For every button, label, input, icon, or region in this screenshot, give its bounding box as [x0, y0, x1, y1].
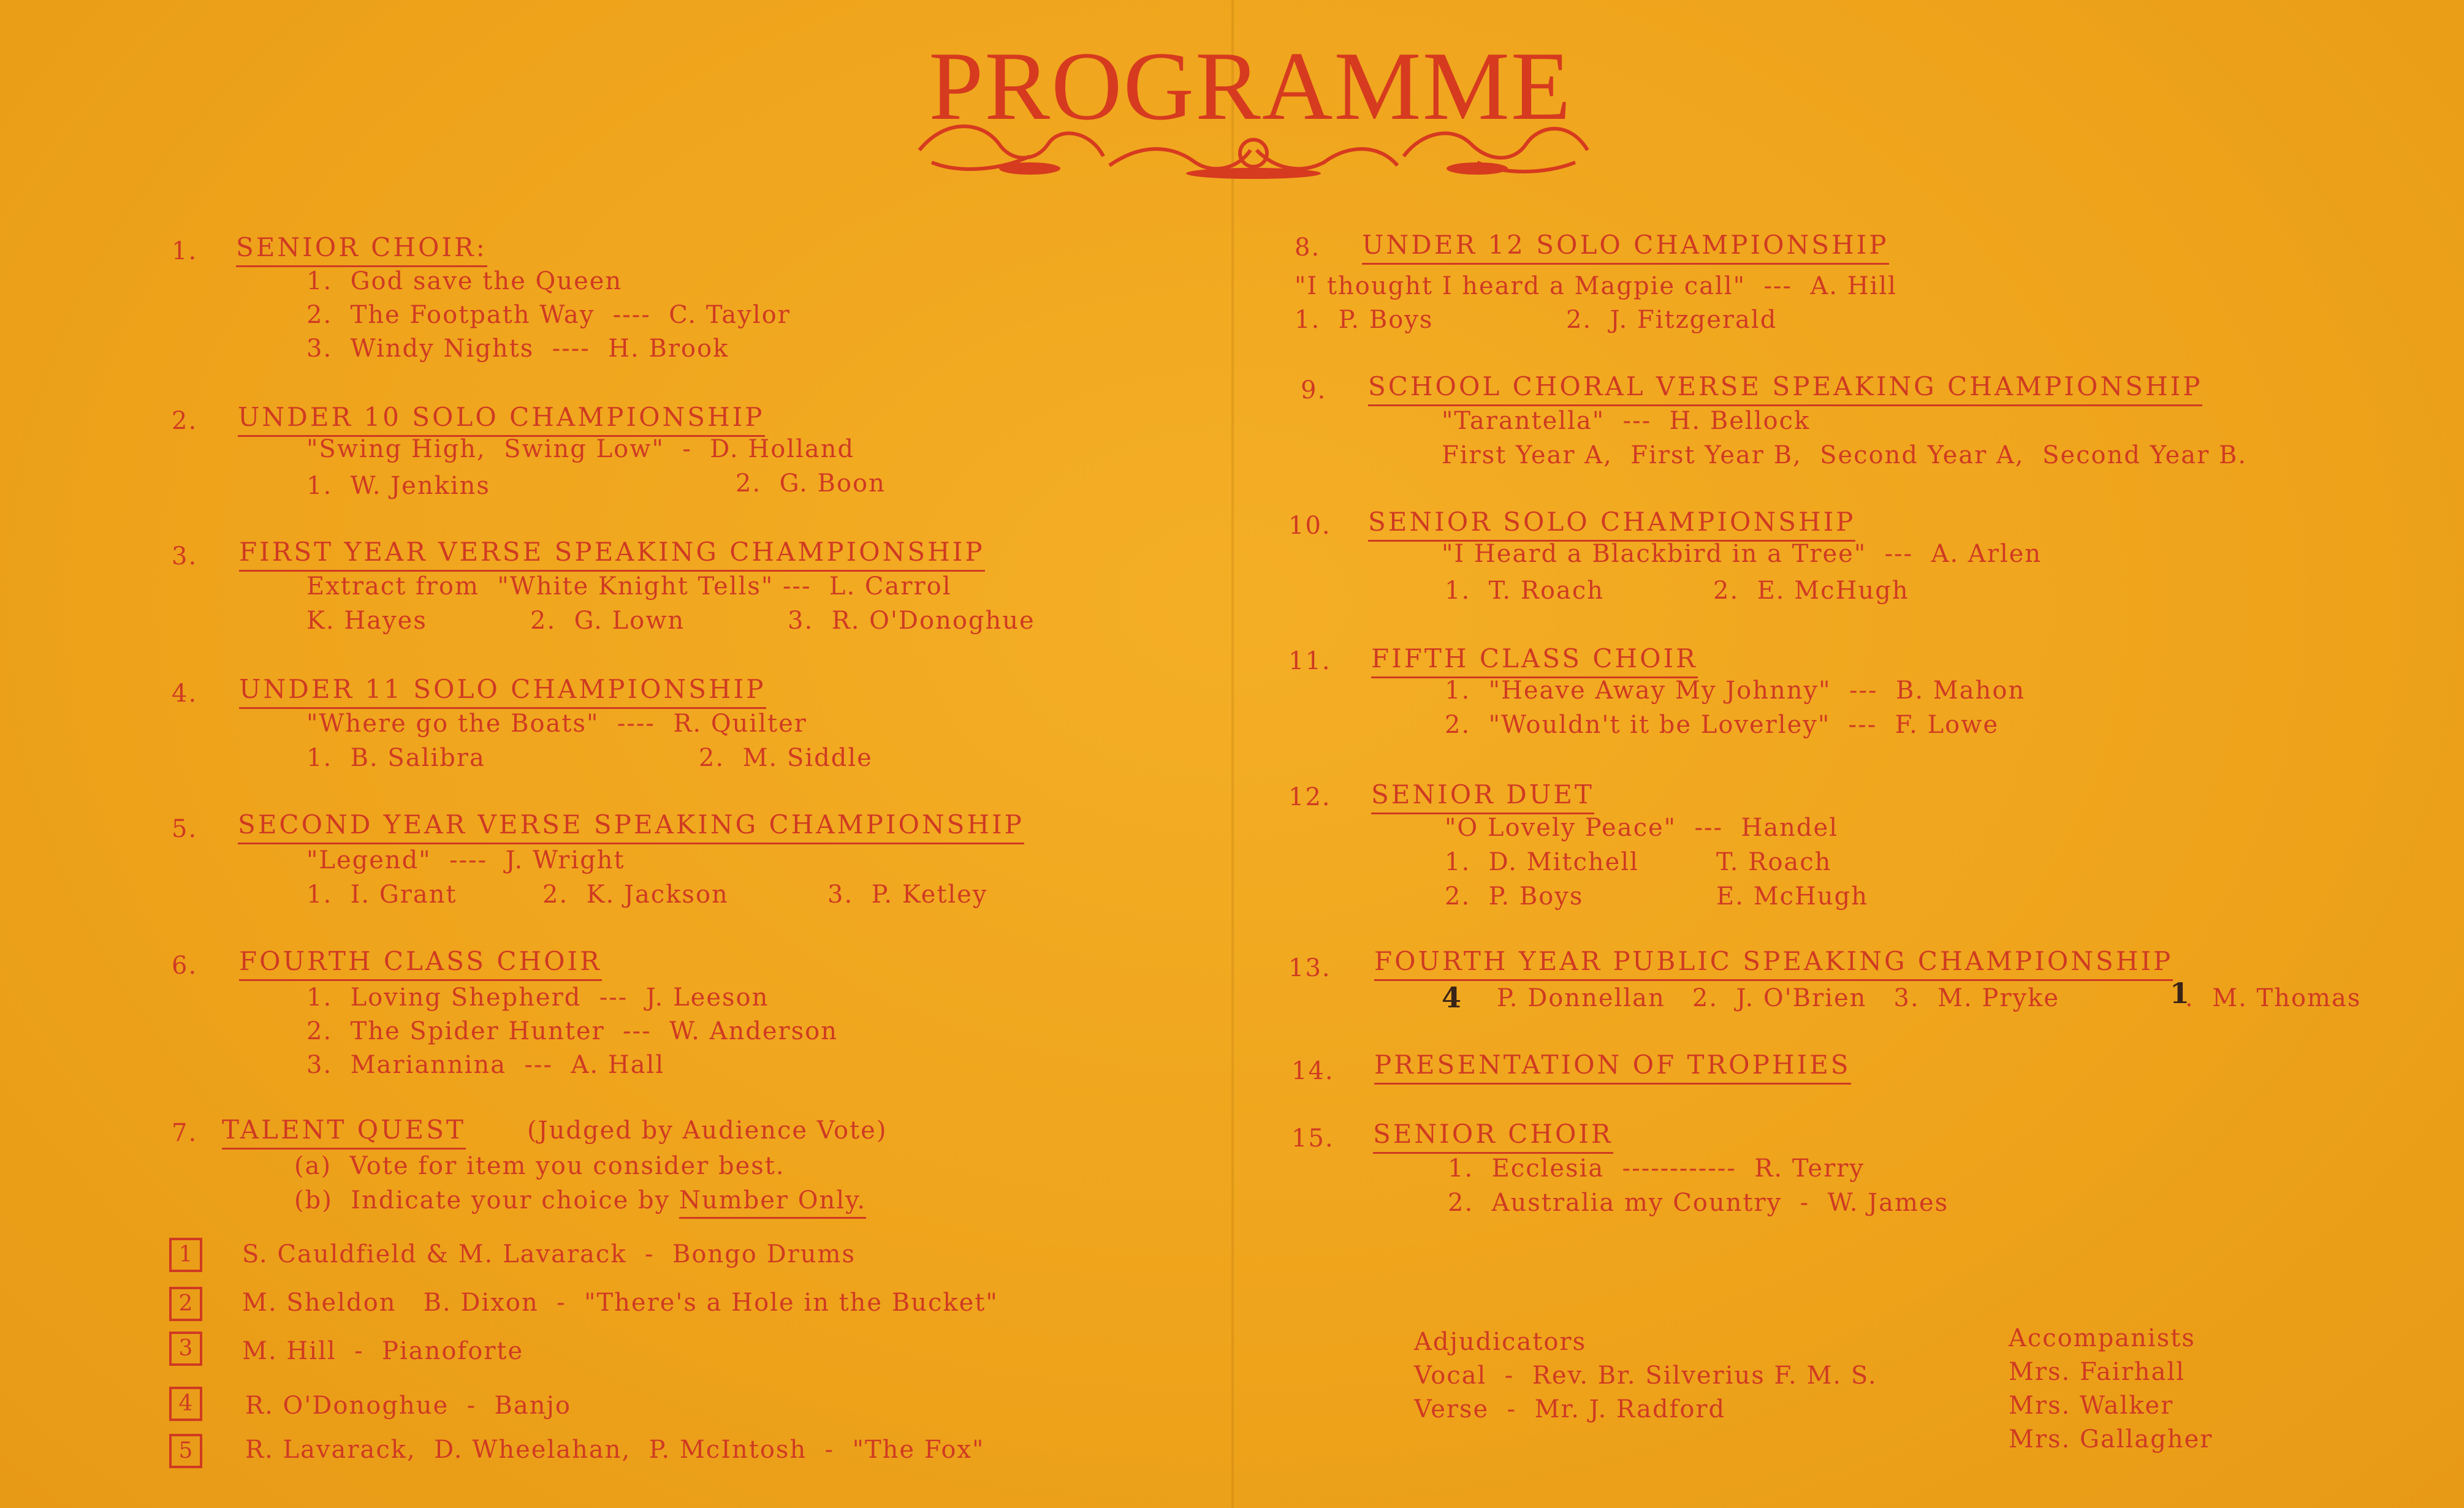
item-line: 2. P. Boys: [1445, 882, 1584, 911]
item-number: 12.: [1288, 783, 1331, 811]
item-number: 15.: [1291, 1124, 1334, 1153]
item-heading: PRESENTATION OF TROPHIES: [1374, 1052, 1851, 1085]
item-line: "Swing High, Swing Low" - D. Holland: [306, 435, 855, 463]
item-line: 1. Ecclesia ------------ R. Terry: [1448, 1154, 1865, 1183]
handwritten-mark: 4: [1442, 981, 1463, 1014]
item-note: (Judged by Audience Vote): [527, 1116, 888, 1145]
item-heading: FIFTH CLASS CHOIR: [1371, 646, 1698, 678]
item-line: 1. B. Salibra: [306, 744, 485, 772]
item-line: 1. Loving Shepherd --- J. Leeson: [306, 983, 769, 1012]
item-line: 1. God save the Queen: [306, 267, 623, 295]
item-heading: FIRST YEAR VERSE SPEAKING CHAMPIONSHIP: [239, 539, 985, 572]
handwritten-mark: 1: [2170, 977, 2191, 1010]
quest-number-box: 5: [169, 1434, 202, 1468]
item-line: "Where go the Boats" ---- R. Quilter: [306, 710, 807, 738]
item-heading: UNDER 10 SOLO CHAMPIONSHIP: [238, 404, 765, 437]
quest-number-box: 3: [169, 1332, 202, 1366]
accompanist-line: Mrs. Gallagher: [2009, 1425, 2213, 1453]
item-number: 13.: [1288, 954, 1331, 982]
quest-entry: R. Lavarack, D. Wheelahan, P. McIntosh - "The Fox": [245, 1436, 985, 1464]
item-line: 2. G. Lown: [530, 607, 685, 635]
quest-number-box: 4: [169, 1387, 202, 1421]
item-heading: SECOND YEAR VERSE SPEAKING CHAMPIONSHIP: [238, 812, 1024, 844]
quest-entry: R. O'Donoghue - Banjo: [245, 1392, 571, 1420]
item-line: 3. Windy Nights ---- H. Brook: [306, 335, 729, 363]
item-line: 3. Mariannina --- A. Hall: [306, 1051, 665, 1079]
accompanist-line: Mrs. Fairhall: [2009, 1358, 2186, 1386]
item-line: 1. D. Mitchell: [1445, 848, 1639, 876]
item-heading: FOURTH YEAR PUBLIC SPEAKING CHAMPIONSHIP: [1374, 949, 2173, 981]
item-line: "I Heard a Blackbird in a Tree" --- A. Arlen: [1442, 540, 2042, 568]
item-line: 1. T. Roach: [1445, 577, 1605, 605]
item-line: 2. K. Jackson: [542, 881, 729, 909]
quest-entry: M. Hill - Pianoforte: [242, 1337, 524, 1365]
accompanist-line: Mrs. Walker: [2009, 1392, 2174, 1420]
page-title: PROGRAMME: [929, 31, 1572, 140]
item-heading: SENIOR DUET: [1371, 782, 1594, 814]
item-line: 2. M. Siddle: [699, 744, 873, 772]
item-number: 1.: [172, 237, 198, 265]
item-line: K. Hayes: [306, 607, 427, 635]
item-number: 8.: [1295, 233, 1321, 262]
item-line: Extract from "White Knight Tells" --- L. Carrol: [306, 572, 952, 601]
adjudicator-line: Vocal - Rev. Br. Silverius F. M. S.: [1414, 1362, 1877, 1390]
item-line: 2. The Footpath Way ---- C. Taylor: [306, 301, 791, 329]
item-line: T. Roach: [1716, 848, 1832, 876]
item-line: 2. The Spider Hunter --- W. Anderson: [306, 1017, 838, 1045]
item-number: 5.: [172, 815, 198, 843]
item-number: 9.: [1301, 376, 1327, 404]
item-heading: SENIOR SOLO CHAMPIONSHIP: [1368, 509, 1855, 542]
ornament-icon: [907, 107, 1600, 181]
item-line: 2. "Wouldn't it be Loverley" --- F. Lowe: [1445, 711, 1999, 739]
item-line: [294, 1188, 866, 1213]
item-line: 3. P. Ketley: [827, 881, 988, 909]
item-line: "I thought I heard a Magpie call" --- A. Hill: [1295, 272, 1897, 300]
item-line: 1. I. Grant: [306, 881, 457, 909]
item-number: 6.: [172, 952, 198, 980]
adjudicators-heading: Adjudicators: [1414, 1328, 1587, 1356]
item-line: E. McHugh: [1716, 882, 1868, 911]
item-heading: UNDER 11 SOLO CHAMPIONSHIP: [239, 676, 766, 709]
item-line: First Year A, First Year B, Second Year A, Second Year B.: [1442, 441, 2248, 469]
item-line: 2. Australia my Country - W. James: [1448, 1189, 1949, 1217]
quest-entry: M. Sheldon B. Dixon - "There's a Hole in the Bucket": [242, 1289, 998, 1317]
item-number: 10.: [1288, 512, 1331, 540]
item-number: 7.: [172, 1119, 198, 1147]
item-number: 2.: [172, 407, 198, 435]
item-line: "Tarantella" --- H. Bellock: [1442, 407, 1811, 435]
item-heading: FOURTH CLASS CHOIR: [239, 949, 602, 981]
adjudicator-line: Verse - Mr. J. Radford: [1414, 1395, 1726, 1423]
item-line: 2. G. Boon: [736, 469, 886, 498]
item-number: 11.: [1288, 647, 1331, 675]
item-line: 3. R. O'Donoghue: [788, 607, 1035, 635]
item-line: 1. P. Boys: [1295, 306, 1434, 334]
item-line: 1. "Heave Away My Johnny" --- B. Mahon: [1445, 676, 2026, 705]
item-heading: UNDER 12 SOLO CHAMPIONSHIP: [1362, 232, 1889, 265]
item-heading: SENIOR CHOIR: [1373, 1121, 1613, 1154]
item-line: "Legend" ---- J. Wright: [306, 846, 625, 874]
item-line: 2. J. Fitzgerald: [1566, 306, 1778, 334]
item-heading: SENIOR CHOIR:: [236, 235, 487, 267]
item-line: "O Lovely Peace" --- Handel: [1445, 814, 1839, 842]
item-line: . M. Thomas: [2185, 984, 2362, 1012]
item-heading: SCHOOL CHORAL VERSE SPEAKING CHAMPIONSHIP: [1368, 374, 2202, 406]
item-heading: TALENT QUEST: [222, 1117, 466, 1150]
item-line: 2. E. McHugh: [1713, 577, 1909, 605]
accompanists-heading: Accompanists: [2009, 1324, 2196, 1352]
quest-number-box: 1: [169, 1238, 202, 1272]
page-fold: [1231, 0, 1234, 1508]
item-line: (a) Vote for item you consider best.: [294, 1152, 785, 1180]
vote-instruction: (b) Indicate your choice by: [294, 1186, 679, 1214]
item-number: 14.: [1291, 1057, 1334, 1085]
quest-number-box: 2: [169, 1287, 202, 1321]
vote-emphasis: Number Only.: [679, 1186, 866, 1219]
item-line: 1. W. Jenkins: [306, 472, 490, 500]
item-line: P. Donnellan 2. J. O'Brien 3. M. Pryke: [1497, 984, 2060, 1012]
quest-entry: S. Cauldfield & M. Lavarack - Bongo Drums: [242, 1240, 856, 1268]
item-number: 4.: [172, 680, 198, 708]
item-number: 3.: [172, 542, 198, 570]
